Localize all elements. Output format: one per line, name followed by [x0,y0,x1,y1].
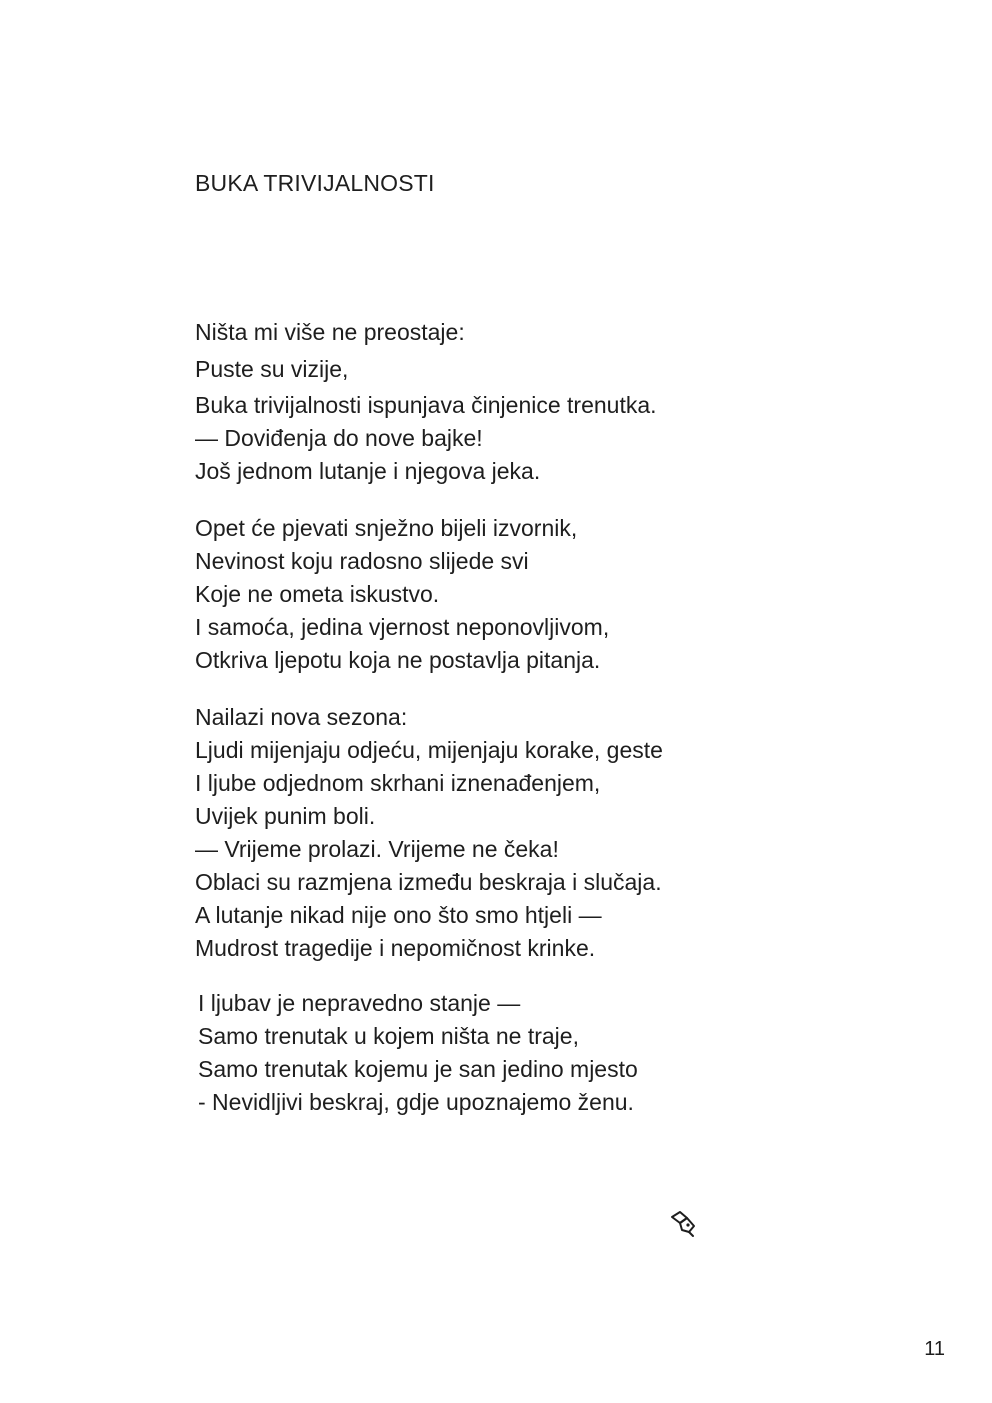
poem-line: Puste su vizije, [195,356,349,382]
poem-line: Opet će pjevati snježno bijeli izvornik, [195,515,578,541]
poem-line: Oblaci su razmjena između beskraja i slučaja. [195,869,662,895]
poem-line: I samoća, jedina vjernost neponovljivom, [195,614,610,640]
poem-line: A lutanje nikad nije ono što smo htjeli — [195,902,602,928]
stanza-3 [195,701,835,965]
stanza-1 [195,316,835,488]
poem-line: — Doviđenja do nove bajke! [195,425,483,451]
poem-line: Ništa mi više ne preostaje: [195,319,465,345]
poem-line: Otkriva ljepotu koja ne postavlja pitanja. [195,647,601,673]
poem-line: Nailazi nova sezona: [195,704,408,730]
poem-line: Samo trenutak u kojem ništa ne traje, [198,1023,579,1049]
poem-line: Koje ne ometa iskustvo. [195,581,440,607]
poem-line: Samo trenutak kojemu je san jedino mjesto [198,1056,638,1082]
quill-ornament-icon [668,1208,700,1240]
poem-line: — Vrijeme prolazi. Vrijeme ne čeka! [195,836,559,862]
poem-body [195,316,835,1119]
poem-line: Nevinost koju radosno slijede svi [195,548,529,574]
poem-line: Buka trivijalnosti ispunjava činjenice trenutka. [195,392,657,418]
poem-line: Mudrost tragedije i nepomičnost krinke. [195,935,596,961]
poem-line: - Nevidljivi beskraj, gdje upoznajemo ženu. [198,1089,634,1115]
stanza-4 [195,987,835,1119]
poem-line: I ljubav je nepravedno stanje — [198,990,521,1016]
page-number: 11 [924,1338,945,1360]
stanza-2 [195,512,835,677]
poem-line: Ljudi mijenjaju odjeću, mijenjaju korake, geste [195,737,663,763]
poem-line: Uvijek punim boli. [195,803,376,829]
poem-line: Još jednom lutanje i njegova jeka. [195,458,541,484]
poem-title: BUKA TRIVIJALNOSTI [195,170,435,196]
poem-line: I ljube odjednom skrhani iznenađenjem, [195,770,601,796]
